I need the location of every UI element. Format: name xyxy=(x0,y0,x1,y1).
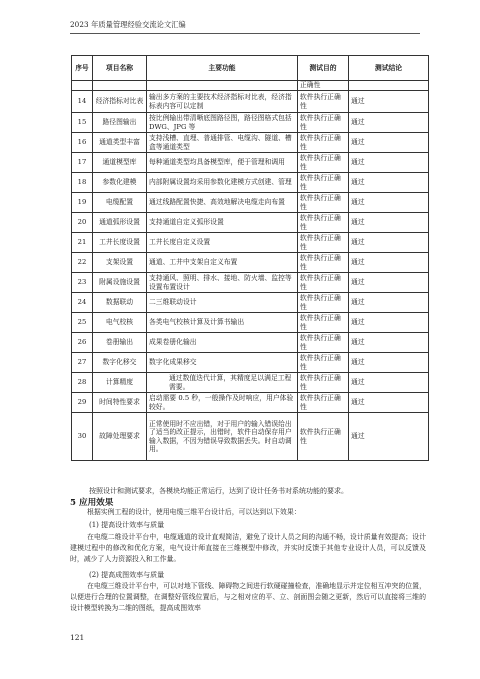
table-row xyxy=(72,253,429,273)
col-header-no: 序号 xyxy=(72,56,93,81)
cell-name: 时间特性要求 xyxy=(93,393,147,413)
cell-name: 电气校核 xyxy=(93,313,147,333)
cell-result: 通过 xyxy=(349,113,429,133)
item-1-body: 在电缆二维设计平台中，电缆通道的设计直观简洁，避免了设计人员之间的沟通不畅，设计质量有效提高；设计建模过程中的修改和优化方案，电气设计师直接在三维模型中修改，并实时反馈于其他专业设计人员，可以反馈及时，减少了人力资源投入和工作量。 xyxy=(70,533,426,563)
cell-no: 24 xyxy=(72,293,93,313)
cell-result: 通过 xyxy=(349,91,429,113)
cell-name: 路径图输出 xyxy=(93,113,147,133)
cell-no: 23 xyxy=(72,273,93,293)
cell-name: 经济指标对比表 xyxy=(93,91,147,113)
item-2-title: (2) 提高成图效率与质量 xyxy=(89,571,165,579)
cell-no: 28 xyxy=(72,373,93,393)
cell-no: 15 xyxy=(72,113,93,133)
table-row xyxy=(72,153,429,173)
cell-result: 通过 xyxy=(349,173,429,193)
cell-result: 通过 xyxy=(349,213,429,233)
cell-no: 18 xyxy=(72,173,93,193)
cell-purpose: 软件执行正确性 xyxy=(298,293,349,313)
table-row xyxy=(72,273,429,293)
header-rule xyxy=(70,33,420,34)
table-row xyxy=(72,113,429,133)
cell-result: 通过 xyxy=(349,153,429,173)
table-row xyxy=(72,393,429,413)
cell-result: 通过 xyxy=(349,393,429,413)
cell-name: 工井长度设置 xyxy=(93,233,147,253)
table-conclusion: 按照设计和测试要求，各模块均能正常运行，达到了设计任务书对系统功能的要求。 xyxy=(89,487,348,495)
cell-name: 卷册输出 xyxy=(93,333,147,353)
item-2-body: 在电缆三维设计平台中，可以对地下管线、障碍物之间进行软硬碰撞检查，准确地显示并定位相互冲突的位置，以便进行合理的位置调整，在调整好管线位置后，与之相对应的平、立、剖面图会随之更新，然后可以直接将三维的设计模型转换为二维的图纸，提高成图效率 xyxy=(70,582,426,612)
cell-purpose: 软件执行正确性 xyxy=(298,233,349,253)
item-1-title: (1) 提高设计效率与质量 xyxy=(89,521,165,529)
table-row-continued xyxy=(72,81,429,91)
table-row xyxy=(72,413,429,461)
page-number: 121 xyxy=(70,633,85,642)
cell-purpose: 软件执行正确性 xyxy=(298,253,349,273)
cell-function: 内部附属设置均采用参数化建模方式创建、管理 xyxy=(147,173,298,193)
table-row xyxy=(72,91,429,113)
cell-no: 25 xyxy=(72,313,93,333)
cell-name: 通道类型丰富 xyxy=(93,133,147,153)
cell-no: 26 xyxy=(72,333,93,353)
cell-no: 16 xyxy=(72,133,93,153)
table-header-row xyxy=(72,56,429,81)
cell-function: 输出多方案的主要技术经济指标对比表，经济指标表内容可以定制 xyxy=(147,91,298,113)
cell-result: 通过 xyxy=(349,373,429,393)
cell-name: 电缆配置 xyxy=(93,193,147,213)
table-row xyxy=(72,373,429,393)
cell-result: 通过 xyxy=(349,273,429,293)
cell-function: 各类电气校核计算及计算书输出 xyxy=(147,313,298,333)
cell-no: 22 xyxy=(72,253,93,273)
cell-name: 计算精度 xyxy=(93,373,147,393)
intro-paragraph: 根据实例工程的设计，使用电缆三维平台设计后，可以达到以下效果： xyxy=(87,508,301,516)
cell-no: 14 xyxy=(72,91,93,113)
col-header-function: 主要功能 xyxy=(147,56,298,81)
cell-purpose: 软件执行正确性 xyxy=(298,333,349,353)
cell-result: 通过 xyxy=(349,333,429,353)
col-header-name: 项目名称 xyxy=(93,56,147,81)
cell-purpose: 软件执行正确性 xyxy=(298,273,349,293)
cell-result: 通过 xyxy=(349,413,429,461)
cell-purpose: 软件执行正确性 xyxy=(298,113,349,133)
cell-no: 19 xyxy=(72,193,93,213)
cell-result: 通过 xyxy=(349,253,429,273)
cell-name: 参数化建模 xyxy=(93,173,147,193)
cell-no: 27 xyxy=(72,353,93,373)
cell-function: 正常使用时不应出错，对于用户的输入错误给出了适当的改正提示，出错时，软件自动保存用户输入数据，不因为错误导致数据丢失。时自动调用。 xyxy=(147,413,298,461)
cell-function: 按比例输出带清晰底图路径图，路径图格式包括 DWG、JPG 等 xyxy=(147,113,298,133)
table-row xyxy=(72,173,429,193)
table-row xyxy=(72,333,429,353)
table-row xyxy=(72,353,429,373)
cell-result: 通过 xyxy=(349,133,429,153)
cell-no: 30 xyxy=(72,413,93,461)
cell-function: 通道、工井中支架自定义布置 xyxy=(147,253,298,273)
cell-function: 支持通道自定义弧形设置 xyxy=(147,213,298,233)
cell-name: 通道弧形设置 xyxy=(93,213,147,233)
section-heading: 5 应用效果 xyxy=(70,498,114,508)
cell-name: 故障处理要求 xyxy=(93,413,147,461)
cell-purpose: 软件执行正确性 xyxy=(298,193,349,213)
cell-purpose: 正确性 xyxy=(298,81,349,91)
cell-purpose: 软件执行正确性 xyxy=(298,133,349,153)
cell-purpose: 软件执行正确性 xyxy=(298,173,349,193)
table-row xyxy=(72,233,429,253)
cell-result: 通过 xyxy=(349,193,429,213)
cell-purpose: 软件执行正确性 xyxy=(298,313,349,333)
cell-function: 通过线路配置快捷、高效地解决电缆走向布置 xyxy=(147,193,298,213)
cell-purpose: 软件执行正确性 xyxy=(298,353,349,373)
cell-no: 17 xyxy=(72,153,93,173)
cell-function: 每种通道类型均具备模型库，便于管理和调用 xyxy=(147,153,298,173)
cell-purpose: 软件执行正确性 xyxy=(298,373,349,393)
cell-purpose: 软件执行正确性 xyxy=(298,213,349,233)
col-header-result: 测试结论 xyxy=(349,56,429,81)
table-row xyxy=(72,133,429,153)
cell-result: 通过 xyxy=(349,233,429,253)
cell-no: 20 xyxy=(72,213,93,233)
cell-function: 支持通风、照明、排水、接地、防火墙、监控等设置布置设计 xyxy=(147,273,298,293)
cell-function: 支持浅槽、直埋、普通排管、电缆沟、隧道、槽盒等通道类型 xyxy=(147,133,298,153)
col-header-purpose: 测试目的 xyxy=(298,56,349,81)
cell-purpose: 软件执行正确性 xyxy=(298,393,349,413)
cell-function: 启动需要 0.5 秒，一般操作及时响应，用户体验较好。 xyxy=(147,393,298,413)
cell-function: 二三维联动设计 xyxy=(147,293,298,313)
cell-function: 成果卷册化输出 xyxy=(147,333,298,353)
cell-name: 数字化移交 xyxy=(93,353,147,373)
cell-purpose: 软件执行正确性 xyxy=(298,413,349,461)
cell-no: 29 xyxy=(72,393,93,413)
table-row xyxy=(72,213,429,233)
function-test-table xyxy=(71,55,429,461)
cell-purpose: 软件执行正确性 xyxy=(298,153,349,173)
page-header: 2023 年质量管理经验交流论文汇编 xyxy=(70,20,186,29)
cell-result: 通过 xyxy=(349,293,429,313)
cell-name: 附属设施设置 xyxy=(93,273,147,293)
cell-function: 通过数值迭代计算，其精度足以满足工程需要。 xyxy=(147,373,298,393)
cell-result: 通过 xyxy=(349,353,429,373)
cell-function: 数字化成果移交 xyxy=(147,353,298,373)
cell-name: 支架设置 xyxy=(93,253,147,273)
cell-function: 工井长度自定义设置 xyxy=(147,233,298,253)
cell-name: 通道模型库 xyxy=(93,153,147,173)
table-row xyxy=(72,313,429,333)
cell-name: 数据联动 xyxy=(93,293,147,313)
cell-no: 21 xyxy=(72,233,93,253)
table-row xyxy=(72,193,429,213)
cell-result: 通过 xyxy=(349,313,429,333)
table-row xyxy=(72,293,429,313)
cell-purpose: 软件执行正确性 xyxy=(298,91,349,113)
